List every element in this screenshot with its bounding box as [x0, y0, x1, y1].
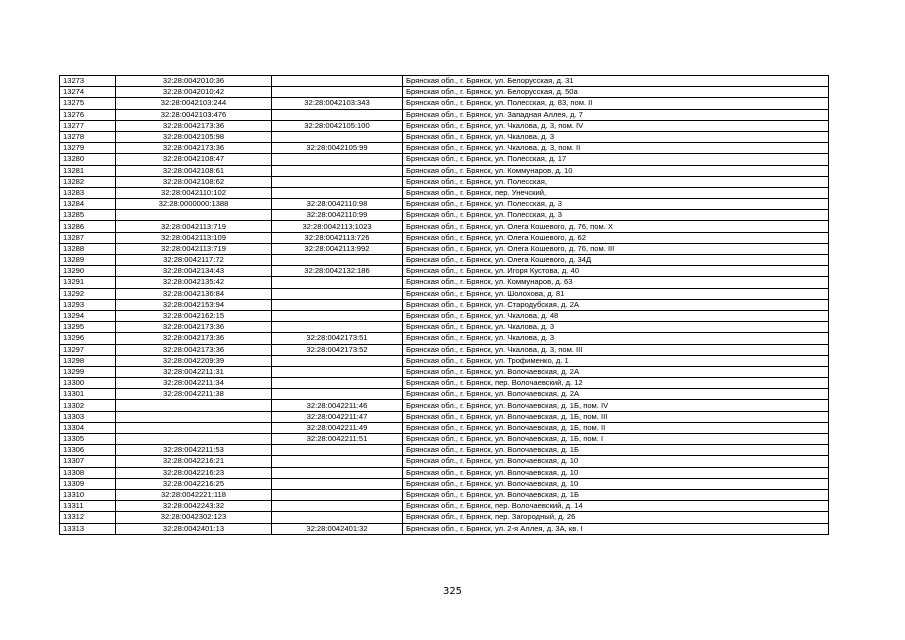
row-number-cell: 13301 — [60, 389, 116, 400]
cadastral-number-cell: 32:28:0042103:244 — [116, 98, 272, 109]
related-cadastral-number-cell — [272, 489, 403, 500]
table-row — [60, 288, 829, 299]
table-row — [60, 221, 829, 232]
table-row — [60, 333, 829, 344]
row-number-cell: 13299 — [60, 366, 116, 377]
related-cadastral-number-cell — [272, 176, 403, 187]
row-number-cell: 13285 — [60, 210, 116, 221]
address-cell: Брянская обл., г. Брянск, ул. Волочаевская, д. 1Б, пом. III — [403, 411, 829, 422]
cadastral-number-cell: 32:28:0042113:719 — [116, 221, 272, 232]
address-cell: Брянская обл., г. Брянск, ул. Белорусская, д. 31 — [403, 76, 829, 87]
row-number-cell: 13310 — [60, 489, 116, 500]
address-cell: Брянская обл., г. Брянск, ул. Полесская, — [403, 176, 829, 187]
row-number-cell: 13274 — [60, 87, 116, 98]
address-cell: Брянская обл., г. Брянск, ул. Олега Кошевого, д. 34Д — [403, 255, 829, 266]
address-cell: Брянская обл., г. Брянск, ул. Стародубская, д. 2А — [403, 299, 829, 310]
table-row — [60, 255, 829, 266]
address-cell: Брянская обл., г. Брянск, ул. Волочаевская, д. 1Б, пом. IV — [403, 400, 829, 411]
address-cell: Брянская обл., г. Брянск, ул. Чкалова, д. 3, пом. IV — [403, 120, 829, 131]
related-cadastral-number-cell — [272, 165, 403, 176]
cadastral-number-cell — [116, 434, 272, 445]
table-row — [60, 199, 829, 210]
cadastral-number-cell: 32:28:0042162:15 — [116, 310, 272, 321]
row-number-cell: 13276 — [60, 109, 116, 120]
related-cadastral-number-cell: 32:28:0042110:98 — [272, 199, 403, 210]
cadastral-number-cell — [116, 422, 272, 433]
row-number-cell: 13290 — [60, 266, 116, 277]
related-cadastral-number-cell — [272, 154, 403, 165]
table-row — [60, 176, 829, 187]
row-number-cell: 13298 — [60, 355, 116, 366]
related-cadastral-number-cell — [272, 389, 403, 400]
related-cadastral-number-cell — [272, 288, 403, 299]
row-number-cell: 13288 — [60, 243, 116, 254]
cadastral-number-cell: 32:28:0042216:23 — [116, 467, 272, 478]
row-number-cell: 13300 — [60, 378, 116, 389]
address-cell: Брянская обл., г. Брянск, ул. Чкалова, д. 3 — [403, 131, 829, 142]
address-cell: Брянская обл., г. Брянск, ул. Чкалова, д. 3, пом. II — [403, 143, 829, 154]
address-cell: Брянская обл., г. Брянск, ул. Волочаевская, д. 10 — [403, 467, 829, 478]
related-cadastral-number-cell: 32:28:0042113:1023 — [272, 221, 403, 232]
table-row — [60, 76, 829, 87]
row-number-cell: 13284 — [60, 199, 116, 210]
table-row — [60, 501, 829, 512]
cadastral-number-cell: 32:28:0042173:36 — [116, 143, 272, 154]
related-cadastral-number-cell — [272, 366, 403, 377]
cadastral-number-cell: 32:28:0042302:123 — [116, 512, 272, 523]
table-row — [60, 422, 829, 433]
table-row — [60, 299, 829, 310]
row-number-cell: 13292 — [60, 288, 116, 299]
cadastral-number-cell: 32:28:0042401:13 — [116, 523, 272, 534]
related-cadastral-number-cell — [272, 501, 403, 512]
address-cell: Брянская обл., г. Брянск, ул. Полесская, д. 3 — [403, 210, 829, 221]
row-number-cell: 13312 — [60, 512, 116, 523]
cadastral-number-cell: 32:28:0042209:39 — [116, 355, 272, 366]
row-number-cell: 13297 — [60, 344, 116, 355]
table-row — [60, 478, 829, 489]
table-row — [60, 98, 829, 109]
related-cadastral-number-cell: 32:28:0042173:52 — [272, 344, 403, 355]
related-cadastral-number-cell — [272, 512, 403, 523]
address-cell: Брянская обл., г. Брянск, ул. Полесская, д. 3 — [403, 199, 829, 210]
related-cadastral-number-cell: 32:28:0042113:992 — [272, 243, 403, 254]
address-cell: Брянская обл., г. Брянск, ул. Чкалова, д. 48 — [403, 310, 829, 321]
table-row — [60, 154, 829, 165]
row-number-cell: 13281 — [60, 165, 116, 176]
row-number-cell: 13283 — [60, 187, 116, 198]
table-row — [60, 187, 829, 198]
table-row — [60, 243, 829, 254]
related-cadastral-number-cell: 32:28:0042105:99 — [272, 143, 403, 154]
table-row — [60, 467, 829, 478]
cadastral-number-cell: 32:28:0042108:61 — [116, 165, 272, 176]
related-cadastral-number-cell: 32:28:0042173:51 — [272, 333, 403, 344]
address-cell: Брянская обл., г. Брянск, ул. Олега Кошевого, д. 76, пом. III — [403, 243, 829, 254]
table-row — [60, 456, 829, 467]
address-cell: Брянская обл., г. Брянск, ул. Западная Аллея, д. 7 — [403, 109, 829, 120]
cadastral-number-cell: 32:28:0042153:94 — [116, 299, 272, 310]
row-number-cell: 13289 — [60, 255, 116, 266]
cadastral-number-cell: 32:28:0042136:84 — [116, 288, 272, 299]
related-cadastral-number-cell — [272, 355, 403, 366]
cadastral-number-cell: 32:28:0042117:72 — [116, 255, 272, 266]
related-cadastral-number-cell: 32:28:0042113:726 — [272, 232, 403, 243]
address-cell: Брянская обл., г. Брянск, ул. Белорусская, д. 50а — [403, 87, 829, 98]
related-cadastral-number-cell — [272, 187, 403, 198]
related-cadastral-number-cell — [272, 478, 403, 489]
row-number-cell: 13309 — [60, 478, 116, 489]
row-number-cell: 13305 — [60, 434, 116, 445]
address-cell: Брянская обл., г. Брянск, ул. Волочаевская, д. 1Б, пом. I — [403, 434, 829, 445]
related-cadastral-number-cell: 32:28:0042105:100 — [272, 120, 403, 131]
related-cadastral-number-cell — [272, 456, 403, 467]
table-row — [60, 400, 829, 411]
table-row — [60, 277, 829, 288]
cadastral-number-cell — [116, 411, 272, 422]
table-row — [60, 109, 829, 120]
row-number-cell: 13282 — [60, 176, 116, 187]
row-number-cell: 13280 — [60, 154, 116, 165]
address-cell: Брянская обл., г. Брянск, пер. Волочаевский, д. 12 — [403, 378, 829, 389]
row-number-cell: 13294 — [60, 310, 116, 321]
table-row — [60, 120, 829, 131]
cadastral-number-cell: 32:28:0042135:42 — [116, 277, 272, 288]
address-cell: Брянская обл., г. Брянск, ул. Олега Кошевого, д. 76, пом. X — [403, 221, 829, 232]
table-row — [60, 512, 829, 523]
related-cadastral-number-cell — [272, 109, 403, 120]
table-row — [60, 445, 829, 456]
row-number-cell: 13286 — [60, 221, 116, 232]
row-number-cell: 13293 — [60, 299, 116, 310]
related-cadastral-number-cell — [272, 277, 403, 288]
related-cadastral-number-cell: 32:28:0042211:47 — [272, 411, 403, 422]
related-cadastral-number-cell — [272, 131, 403, 142]
related-cadastral-number-cell — [272, 87, 403, 98]
table-row — [60, 322, 829, 333]
table-row — [60, 165, 829, 176]
address-cell: Брянская обл., г. Брянск, ул. Трофименко, д. 1 — [403, 355, 829, 366]
row-number-cell: 13307 — [60, 456, 116, 467]
related-cadastral-number-cell — [272, 378, 403, 389]
table-row — [60, 523, 829, 534]
cadastral-number-cell: 32:28:0042113:109 — [116, 232, 272, 243]
address-cell: Брянская обл., г. Брянск, ул. Полесская, д. 17 — [403, 154, 829, 165]
table-row — [60, 143, 829, 154]
row-number-cell: 13313 — [60, 523, 116, 534]
address-cell: Брянская обл., г. Брянск, ул. Волочаевская, д. 10 — [403, 478, 829, 489]
row-number-cell: 13295 — [60, 322, 116, 333]
cadastral-number-cell: 32:28:0042216:21 — [116, 456, 272, 467]
cadastral-number-cell: 32:28:0042134:43 — [116, 266, 272, 277]
address-cell: Брянская обл., г. Брянск, пер. Волочаевский, д. 14 — [403, 501, 829, 512]
related-cadastral-number-cell — [272, 322, 403, 333]
address-cell: Брянская обл., г. Брянск, ул. Коммунаров, д. 63 — [403, 277, 829, 288]
table-row — [60, 411, 829, 422]
cadastral-number-cell: 32:28:0042108:62 — [116, 176, 272, 187]
related-cadastral-number-cell — [272, 299, 403, 310]
address-cell: Брянская обл., г. Брянск, ул. Волочаевская, д. 10 — [403, 456, 829, 467]
address-cell: Брянская обл., г. Брянск, ул. Волочаевская, д. 1Б — [403, 445, 829, 456]
cadastral-number-cell: 32:28:0042105:98 — [116, 131, 272, 142]
address-cell: Брянская обл., г. Брянск, ул. Волочаевская, д. 2А — [403, 366, 829, 377]
related-cadastral-number-cell: 32:28:0042211:46 — [272, 400, 403, 411]
address-cell: Брянская обл., г. Брянск, ул. Полесская, д. 83, пом. II — [403, 98, 829, 109]
related-cadastral-number-cell: 32:28:0042401:32 — [272, 523, 403, 534]
row-number-cell: 13277 — [60, 120, 116, 131]
cadastral-number-cell: 32:28:0042221:118 — [116, 489, 272, 500]
cadastral-number-cell: 32:28:0042216:25 — [116, 478, 272, 489]
address-cell: Брянская обл., г. Брянск, ул. Чкалова, д. 3 — [403, 322, 829, 333]
cadastral-number-cell: 32:28:0042211:31 — [116, 366, 272, 377]
table-row — [60, 355, 829, 366]
records-table-body — [60, 76, 829, 535]
address-cell: Брянская обл., г. Брянск, пер. Загородный, д. 26 — [403, 512, 829, 523]
cadastral-number-cell: 32:28:0042173:36 — [116, 344, 272, 355]
records-table — [59, 75, 829, 535]
table-row — [60, 434, 829, 445]
row-number-cell: 13311 — [60, 501, 116, 512]
row-number-cell: 13278 — [60, 131, 116, 142]
table-row — [60, 378, 829, 389]
related-cadastral-number-cell: 32:28:0042103:343 — [272, 98, 403, 109]
related-cadastral-number-cell — [272, 255, 403, 266]
address-cell: Брянская обл., г. Брянск, ул. Волочаевская, д. 1Б — [403, 489, 829, 500]
address-cell: Брянская обл., г. Брянск, пер. Унечский, — [403, 187, 829, 198]
address-cell: Брянская обл., г. Брянск, ул. Шолохова, д. 81 — [403, 288, 829, 299]
table-row — [60, 310, 829, 321]
cadastral-number-cell: 32:28:0042211:53 — [116, 445, 272, 456]
row-number-cell: 13287 — [60, 232, 116, 243]
row-number-cell: 13304 — [60, 422, 116, 433]
cadastral-number-cell: 32:28:0042173:36 — [116, 322, 272, 333]
table-row — [60, 266, 829, 277]
cadastral-number-cell: 32:28:0042211:38 — [116, 389, 272, 400]
address-cell: Брянская обл., г. Брянск, ул. Игоря Кустова, д. 40 — [403, 266, 829, 277]
cadastral-number-cell: 32:28:0042243:32 — [116, 501, 272, 512]
address-cell: Брянская обл., г. Брянск, ул. Волочаевская, д. 1Б, пом. II — [403, 422, 829, 433]
related-cadastral-number-cell: 32:28:0042132:186 — [272, 266, 403, 277]
related-cadastral-number-cell: 32:28:0042211:49 — [272, 422, 403, 433]
row-number-cell: 13302 — [60, 400, 116, 411]
table-row — [60, 389, 829, 400]
table-row — [60, 366, 829, 377]
address-cell: Брянская обл., г. Брянск, ул. Коммунаров, д. 10 — [403, 165, 829, 176]
cadastral-number-cell: 32:28:0042110:102 — [116, 187, 272, 198]
row-number-cell: 13303 — [60, 411, 116, 422]
row-number-cell: 13273 — [60, 76, 116, 87]
related-cadastral-number-cell — [272, 445, 403, 456]
related-cadastral-number-cell — [272, 310, 403, 321]
cadastral-number-cell: 32:28:0042211:34 — [116, 378, 272, 389]
cadastral-number-cell — [116, 210, 272, 221]
related-cadastral-number-cell: 32:28:0042110:99 — [272, 210, 403, 221]
cadastral-number-cell: 32:28:0042173:36 — [116, 120, 272, 131]
row-number-cell: 13308 — [60, 467, 116, 478]
page-number: 325 — [442, 586, 463, 597]
cadastral-number-cell: 32:28:0042103:476 — [116, 109, 272, 120]
row-number-cell: 13291 — [60, 277, 116, 288]
cadastral-number-cell: 32:28:0042113:719 — [116, 243, 272, 254]
related-cadastral-number-cell — [272, 467, 403, 478]
row-number-cell: 13296 — [60, 333, 116, 344]
table-row — [60, 210, 829, 221]
table-row — [60, 232, 829, 243]
table-row — [60, 489, 829, 500]
cadastral-number-cell: 32:28:0000000:1388 — [116, 199, 272, 210]
related-cadastral-number-cell: 32:28:0042211:51 — [272, 434, 403, 445]
row-number-cell: 13279 — [60, 143, 116, 154]
related-cadastral-number-cell — [272, 76, 403, 87]
address-cell: Брянская обл., г. Брянск, ул. 2-я Аллея, д. 3А, кв. I — [403, 523, 829, 534]
row-number-cell: 13275 — [60, 98, 116, 109]
table-row — [60, 344, 829, 355]
cadastral-number-cell: 32:28:0042173:36 — [116, 333, 272, 344]
table-row — [60, 87, 829, 98]
cadastral-number-cell: 32:28:0042108:47 — [116, 154, 272, 165]
cadastral-number-cell: 32:28:0042010:36 — [116, 76, 272, 87]
row-number-cell: 13306 — [60, 445, 116, 456]
address-cell: Брянская обл., г. Брянск, ул. Чкалова, д. 3, пом. III — [403, 344, 829, 355]
address-cell: Брянская обл., г. Брянск, ул. Волочаевская, д. 2А — [403, 389, 829, 400]
cadastral-number-cell — [116, 400, 272, 411]
table-row — [60, 131, 829, 142]
cadastral-number-cell: 32:28:0042010:42 — [116, 87, 272, 98]
address-cell: Брянская обл., г. Брянск, ул. Чкалова, д. 3 — [403, 333, 829, 344]
address-cell: Брянская обл., г. Брянск, ул. Олега Кошевого, д. 62 — [403, 232, 829, 243]
